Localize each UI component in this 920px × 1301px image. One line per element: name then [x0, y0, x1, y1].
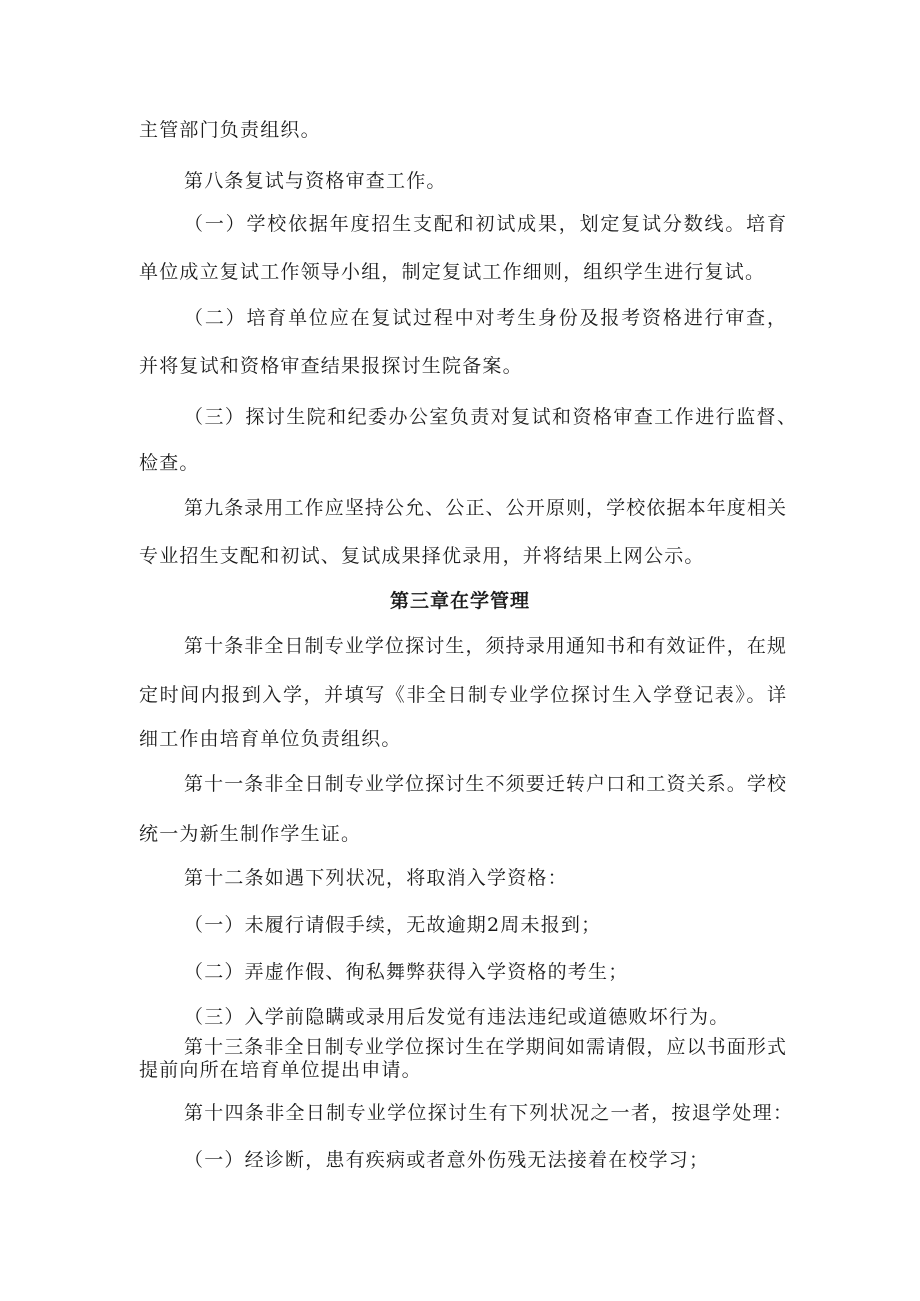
text-line: 第十二条如遇下列状况，将取消入学资格： [184, 867, 568, 889]
text-line: 定时间内报到入学，并填写《非全日制专业学位探讨生入学登记表》。详 [139, 684, 786, 706]
text-line: （二）培育单位应在复试过程中对考生身份及报考资格进行审查， [184, 307, 786, 329]
chapter-heading: 第三章在学管理 [389, 590, 530, 612]
text-line: 第八条复试与资格审查工作。 [184, 170, 447, 192]
text-line: （二）弄虚作假、徇私舞弊获得入学资格的考生； [184, 961, 629, 983]
text-line: （一）未履行请假手续，无故逾期2周未报到； [184, 914, 602, 936]
text-line: （一）经诊断，患有疾病或者意外伤残无法接着在校学习； [184, 1149, 710, 1171]
text-line: 提前向所在培育单位提出申请。 [139, 1059, 422, 1081]
text-line: 第十一条非全日制专业学位探讨生不须要迁转户口和工资关系。学校 [184, 773, 786, 795]
text-line: （三）探讨生院和纪委办公室负责对复试和资格审查工作进行监督、 [184, 406, 796, 428]
text-line: 专业招生支配和初试、复试成果择优录用，并将结果上网公示。 [139, 545, 705, 567]
text-line: 第九条录用工作应坚持公允、公正、公开原则，学校依据本年度相关 [184, 497, 786, 519]
text-line: 单位成立复试工作领导小组，制定复试工作细则，组织学生进行复试。 [139, 261, 766, 283]
text-line: 检查。 [139, 452, 200, 474]
text-line: 细工作由培育单位负责组织。 [139, 728, 402, 750]
text-line: 主管部门负责组织。 [139, 119, 321, 141]
text-line: 第十四条非全日制专业学位探讨生有下列状况之一者，按退学处理： [184, 1102, 792, 1124]
text-line: （三）入学前隐瞒或录用后发觉有违法违纪或道德败坏行为。 [184, 1006, 730, 1028]
text-line: 第十三条非全日制专业学位探讨生在学期间如需请假，应以书面形式 [184, 1036, 786, 1058]
text-line: （一）学校依据年度招生支配和初试成果，划定复试分数线。培育 [184, 213, 786, 235]
text-line: 第十条非全日制专业学位探讨生，须持录用通知书和有效证件，在规 [184, 635, 786, 657]
text-line: 并将复试和资格审查结果报探讨生院备案。 [139, 355, 523, 377]
text-line: 统一为新生制作学生证。 [139, 823, 362, 845]
